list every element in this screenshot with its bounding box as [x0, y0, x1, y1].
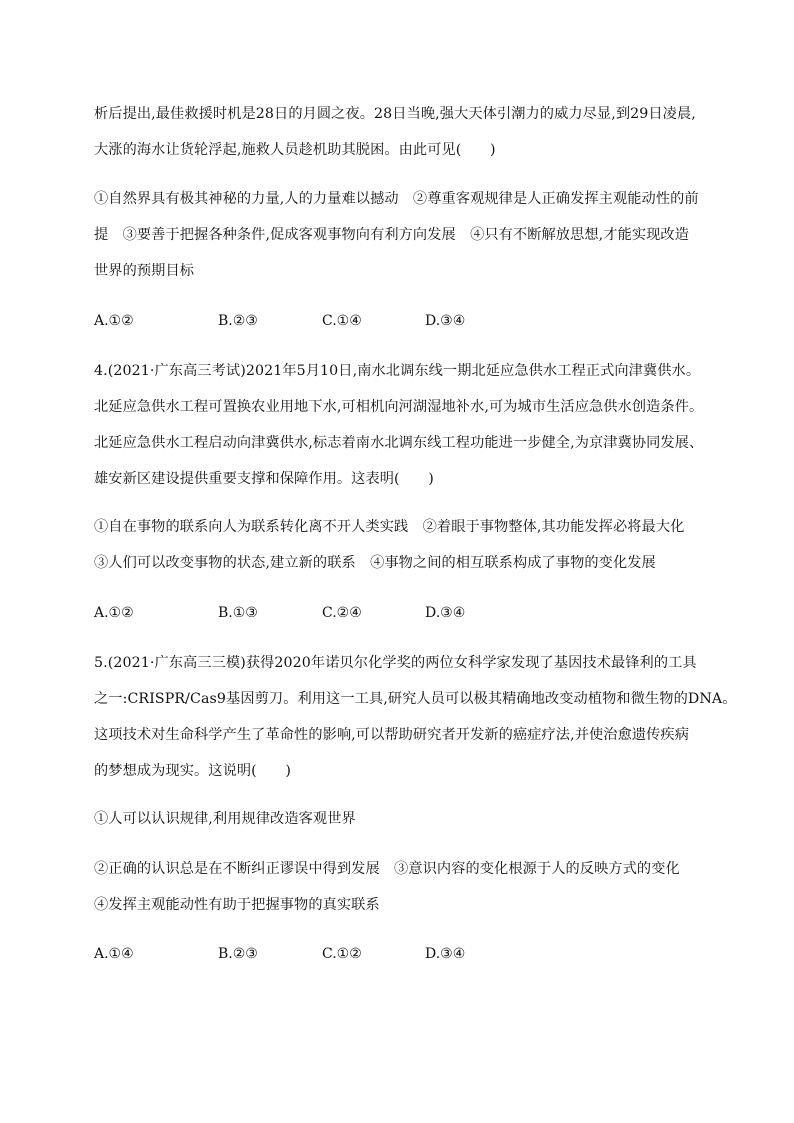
q4-option-d[interactable]: D.③④ — [425, 605, 466, 621]
q4-stem-line-4: 雄安新区建设提供重要支撑和保障作用。这表明( ) — [94, 471, 434, 487]
q5-statement-line-2: ②正确的认识总是在不断纠正谬误中得到发展 ③意识内容的变化根源于人的反映方式的变化 — [94, 861, 680, 877]
q4-stem-line-1: 4.(2021·广东高三考试)2021年5月10日,南水北调东线一期北延应急供水工程正式向津冀供水。 — [94, 363, 701, 379]
q3-stem-line-1: 析后提出,最佳救援时机是28日的月圆之夜。28日当晚,强大天体引潮力的威力尽显,到29日凌晨, — [94, 106, 696, 122]
q5-options — [94, 944, 594, 964]
q5-option-a[interactable]: A.①④ — [94, 946, 134, 962]
q3-stem-line-2: 大涨的海水让货轮浮起,施救人员趁机助其脱困。由此可见( ) — [94, 142, 496, 158]
q3-option-c[interactable]: C.①④ — [322, 313, 362, 329]
q5-stem-line-2: 之一:CRISPR/Cas9基因剪刀。利用这一工具,研究人员可以极其精确地改变动植物和微生物的DNA。 — [94, 691, 737, 707]
q3-statement-line-3: 世界的预期目标 — [94, 263, 195, 279]
q3-option-a[interactable]: A.①② — [94, 313, 134, 329]
q4-stem-line-3: 北延应急供水工程启动向津冀供水,标志着南水北调东线工程功能进一步健全,为京津冀协同发展、 — [94, 435, 704, 451]
q3-statement-line-1: ①自然界具有极其神秘的力量,人的力量难以撼动 ②尊重客观规律是人正确发挥主观能动性的前 — [94, 191, 699, 207]
q5-statement-line-1: ①人可以认识规律,利用规律改造客观世界 — [94, 811, 356, 827]
q3-statement-line-2: 提 ③要善于把握各种条件,促成客观事物向有利方向发展 ④只有不断解放思想,才能实现改造 — [94, 227, 690, 243]
q3-options — [94, 311, 594, 331]
q3-option-d[interactable]: D.③④ — [425, 313, 466, 329]
q4-option-a[interactable]: A.①② — [94, 605, 134, 621]
q5-stem-line-1: 5.(2021·广东高三三模)获得2020年诺贝尔化学奖的两位女科学家发现了基因技术最锋利的工具 — [94, 655, 697, 671]
q4-statement-line-2: ③人们可以改变事物的状态,建立新的联系 ④事物之间的相互联系构成了事物的变化发展 — [94, 555, 656, 571]
q5-option-d[interactable]: D.③④ — [425, 946, 466, 962]
q4-option-c[interactable]: C.②④ — [322, 605, 362, 621]
q3-option-b[interactable]: B.②③ — [218, 313, 258, 329]
q5-option-c[interactable]: C.①② — [322, 946, 362, 962]
q5-stem-line-4: 的梦想成为现实。这说明( ) — [94, 763, 292, 779]
q4-option-b[interactable]: B.①③ — [218, 605, 258, 621]
q4-options — [94, 603, 594, 623]
q4-stem-line-2: 北延应急供水工程可置换农业用地下水,可相机向河湖湿地补水,可为城市生活应急供水创造条件。 — [94, 399, 704, 415]
q5-option-b[interactable]: B.②③ — [218, 946, 258, 962]
q5-stem-line-3: 这项技术对生命科学产生了革命性的影响,可以帮助研究者开发新的癌症疗法,并使治愈遗传疾病 — [94, 727, 690, 743]
q4-statement-line-1: ①自在事物的联系向人为联系转化离不开人类实践 ②着眼于事物整体,其功能发挥必将最大化 — [94, 519, 685, 535]
q5-statement-line-3: ④发挥主观能动性有助于把握事物的真实联系 — [94, 897, 380, 913]
